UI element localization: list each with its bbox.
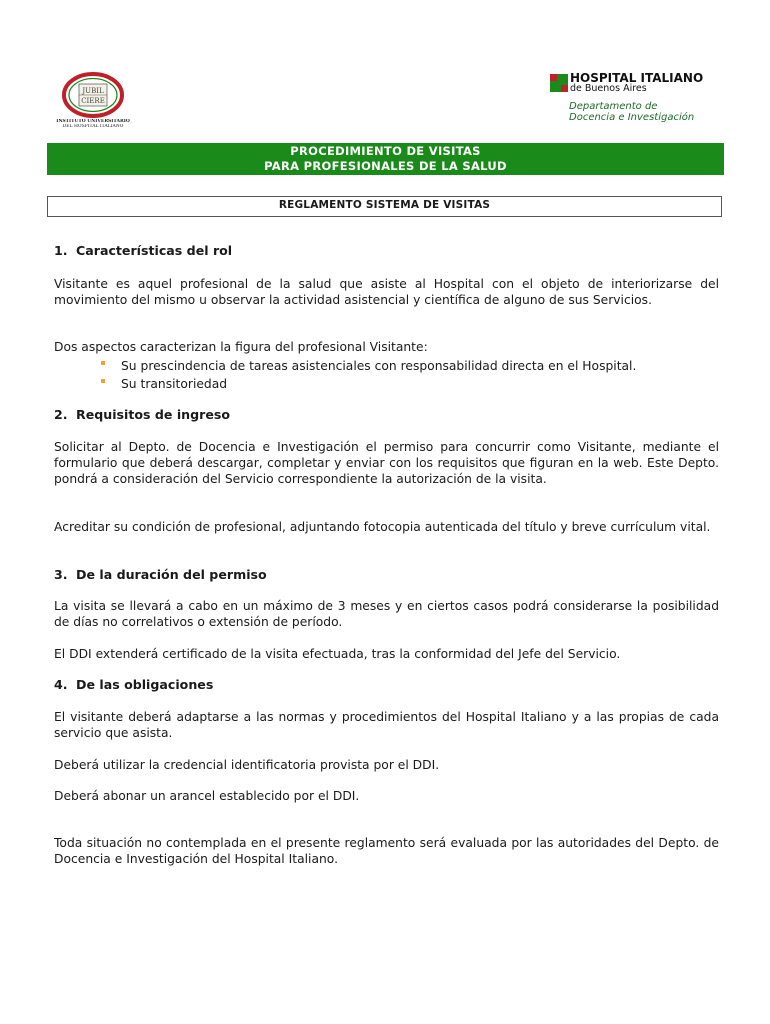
section-number: 2. [54,407,68,422]
paragraph: El DDI extenderá certificado de la visita efectuada, tras la conformidad del Jefe del Servicio. [54,647,621,661]
document-title-banner [47,143,724,175]
hospital-name: HOSPITAL ITALIANO [570,71,704,85]
bullet-icon [101,379,105,383]
paragraph: Deberá utilizar la credencial identificatoria provista por el DDI. [54,758,440,772]
department-line-2: Docencia e Investigación [569,112,695,123]
hospital-italiano-logo [550,72,720,126]
hospital-subtitle: de Buenos Aires [570,83,647,94]
closing-paragraph: Toda situación no contemplada en el presente reglamento será evaluada por las autoridades del Depto. de Docencia e Investigación del Hospital Italiano. [54,836,719,866]
paragraph: El visitante deberá adaptarse a las normas y procedimientos del Hospital Italiano y a las propias de cada servicio que asista. [54,710,719,740]
list-item [100,357,636,375]
section-number: 3. [54,567,68,582]
paragraph: Deberá abonar un arancel establecido por el DDI. [54,789,360,803]
list-item [100,375,636,393]
paragraph: La visita se llevará a cabo en un máximo de 3 meses y en ciertos casos podrá considerarse la posibilidad de días no correlativos o extensión de período. [54,599,719,629]
document-title-line-2: PARA PROFESIONALES DE LA SALUD [264,159,507,173]
list-item-text: Su prescindencia de tareas asistenciales con responsabilidad directa en el Hospital. [121,359,637,373]
instituto-caption-1: INSTITUTO UNIVERSITARIO [56,119,130,124]
document-subtitle-box: REGLAMENTO SISTEMA DE VISITAS [47,196,722,217]
section-title: Características del rol [76,243,233,258]
paragraph: Visitante es aquel profesional de la salud que asiste al Hospital con el objeto de interiorizarse del movimiento del mismo u observar la actividad asistencial y científica de alguno de sus Servicios. [54,277,719,307]
instituto-universitario-logo [52,72,134,130]
section-title: De las obligaciones [76,677,214,692]
section-heading [54,407,719,423]
section-heading [54,243,719,259]
emblem-text-bottom: CIERE [81,97,105,105]
paragraph: Dos aspectos caracterizan la figura del profesional Visitante: [54,340,428,354]
paragraph: Solicitar al Depto. de Docencia e Investigación el permiso para concurrir como Visitante, mediante el formulario que deberá descargar, completar y enviar con los requisitos que figuran en la web. Este Depto. pondrá a consideración del Servicio correspondiente la autorización de la visita. [54,440,719,486]
bullet-icon [101,361,105,365]
instituto-emblem-icon [52,72,134,118]
paragraph: Acreditar su condición de profesional, adjuntando fotocopia autenticada del título y breve currículum vital. [54,520,711,534]
document-title-line-1: PROCEDIMIENTO DE VISITAS [290,144,481,158]
section-number: 1. [54,243,68,258]
instituto-caption-2: DEL HOSPITAL ITALIANO [62,124,124,129]
section-number: 4. [54,677,68,692]
emblem-text-top: JUBIL [82,87,104,95]
section-title: Requisitos de ingreso [76,407,231,422]
bullet-list [100,357,636,393]
hospital-cross-icon [550,74,568,92]
list-item-text: Su transitoriedad [121,377,228,391]
section-heading [54,567,719,583]
section-title: De la duración del permiso [76,567,267,582]
section-heading [54,677,719,693]
department-line-1: Departamento de [569,101,658,112]
